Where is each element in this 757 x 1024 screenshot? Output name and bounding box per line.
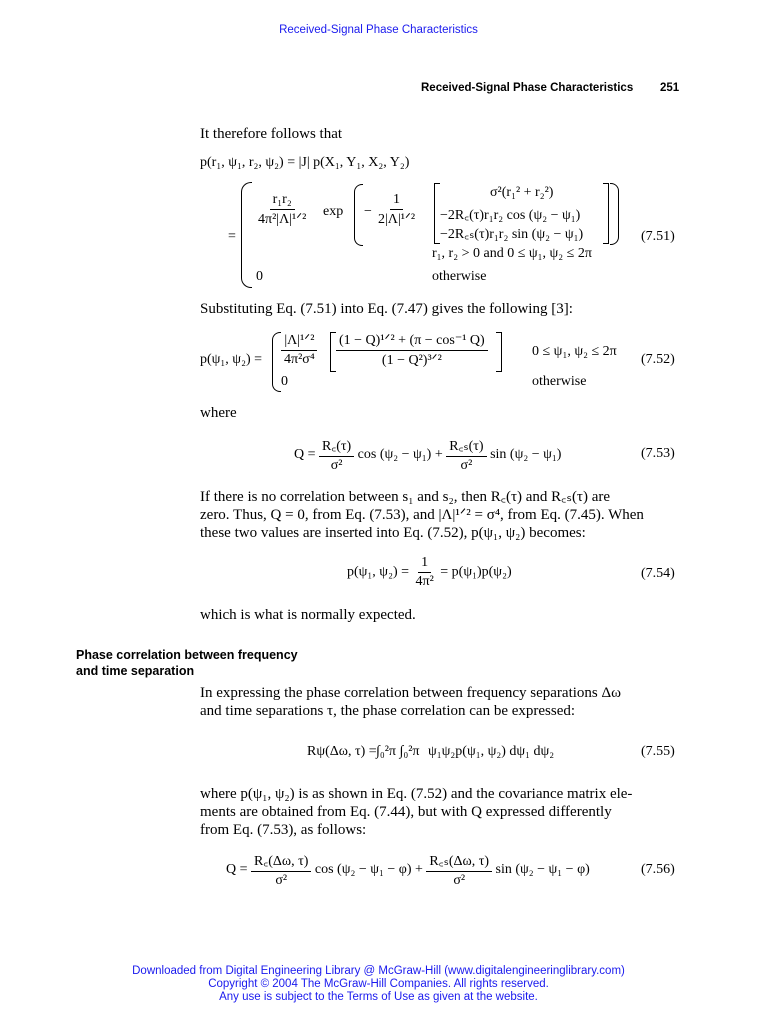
eq754: p(ψ₁, ψ₂) = $\frac{1}{\text{4π²}}$ = p(ψ₁)p(ψ₂) [347, 555, 512, 589]
eq751-right-bracket [603, 183, 609, 244]
eq751-inner-frac: $\frac{1}{\text{2|Λ|¹ᐟ²}}$ [378, 192, 416, 227]
eq751-right-curly [610, 183, 619, 245]
footer-download-link[interactable]: Downloaded from Digital Engineering Library @ McGraw-Hill (www.digitalengineeringlibrary.com) [132, 965, 625, 977]
eq755-lhs: Rψ(Δω, τ) = [307, 744, 377, 759]
eq752-right-bracket [496, 332, 502, 372]
paragraph-phase-corr-line2: and time separations τ, the phase correlation can be expressed: [200, 703, 576, 719]
paragraph-expected: which is what is normally expected. [200, 607, 416, 623]
eq755-integrals: ∫₀²π ∫₀²π [376, 744, 420, 759]
eq751-row1: σ²(r₁² + r₂²) [490, 185, 554, 200]
top-link[interactable]: Received-Signal Phase Characteristics [279, 24, 478, 36]
eq-number-7-51: (7.51) [641, 229, 675, 244]
eq751-left-curly [354, 184, 363, 246]
footer-terms-link[interactable]: Any use is subject to the Terms of Use as given at the website. [219, 991, 538, 1003]
eq751-prefactor: $\frac{\text{r₁r₂}}{\text{4π²|Λ|¹ᐟ²}}$ [258, 192, 307, 227]
eq751-exp: exp [323, 204, 344, 219]
footer-copyright: Copyright © 2004 The McGraw-Hill Companies. All rights reserved. [208, 978, 549, 990]
eq-number-7-52: (7.52) [641, 352, 675, 367]
eq-number-7-53: (7.53) [641, 446, 675, 461]
eq751-otherwise: otherwise [432, 269, 487, 284]
running-header-title: Received-Signal Phase Characteristics [421, 82, 634, 94]
paragraph-no-correlation-line1: If there is no correlation between s₁ and s₂, then R꜀(τ) and R꜀ₛ(τ) are [200, 489, 611, 505]
eq751-zero: 0 [256, 269, 263, 284]
paragraph-covariance-line2: ments are obtained from Eq. (7.44), but with Q expressed differently [200, 804, 612, 820]
eq-number-7-54: (7.54) [641, 566, 675, 581]
eq751-equals: = [228, 229, 236, 244]
eq752-lhs: p(ψ₁, ψ₂) = [200, 352, 263, 367]
paragraph-phase-corr-line1: In expressing the phase correlation between frequency separations Δω [200, 685, 622, 701]
eq751-row2: −2R꜀(τ)r₁r₂ cos (ψ₂ − ψ₁) [440, 208, 581, 223]
eq756: Q = $\frac{R꜀(\Delta\omega, \tau)}{\text{σ²}}$ cos (ψ₂ − ψ₁ − φ) + $\frac{\text{R꜀ₛ(Δω, τ)}}{\text{σ²}}$ sin (ψ₂ − ψ₁ − φ) [226, 851, 590, 889]
eq752-frac2: $\frac{\text{(1 − Q)¹ᐟ² + (π − cos⁻¹ Q)}}{\text{(1 − Q²)³ᐟ²}}$ [336, 332, 488, 369]
eq751-brace [241, 182, 252, 288]
paragraph-substituting: Substituting Eq. (7.51) into Eq. (7.47) gives the following [3]: [200, 301, 573, 317]
paragraph-no-correlation-line2: zero. Thus, Q = 0, from Eq. (7.53), and |Λ|¹ᐟ² = σ⁴, from Eq. (7.45). When [200, 507, 644, 523]
word-where: where [200, 405, 237, 421]
eq-number-7-55: (7.55) [641, 744, 675, 759]
paragraph-no-correlation-line3: these two values are inserted into Eq. (7.52), p(ψ₁, ψ₂) becomes: [200, 525, 586, 541]
paragraph-intro: It therefore follows that [200, 126, 343, 142]
eq751-condition: r₁, r₂ > 0 and 0 ≤ ψ₁, ψ₂ ≤ 2π [432, 246, 592, 261]
eq751-minus: − [364, 204, 372, 219]
equation-joint-pdf: p(r₁, ψ₁, r₂, ψ₂) = |J| p(X₁, Y₁, X₂, Y₂) [200, 155, 410, 170]
page-number: 251 [660, 82, 680, 94]
paragraph-covariance-line1: where p(ψ₁, ψ₂) is as shown in Eq. (7.52) and the covariance matrix ele- [200, 786, 633, 802]
side-heading-line1: Phase correlation between frequency [76, 648, 298, 662]
eq753: Q = $\frac{R꜀(\tau)}{\text{σ²}}$ cos (ψ₂ − ψ₁) + $\frac{\text{R꜀ₛ(τ)}}{\text{σ²}}$ sin (ψ₂ − ψ₁) [294, 436, 561, 474]
paragraph-covariance-line3: from Eq. (7.53), as follows: [200, 822, 367, 838]
eq-number-7-56: (7.56) [641, 862, 675, 877]
eq752-otherwise: otherwise [532, 374, 587, 389]
eq755-rhs: ψ₁ψ₂p(ψ₁, ψ₂) dψ₁ dψ₂ [428, 744, 555, 759]
eq752-condition: 0 ≤ ψ₁, ψ₂ ≤ 2π [532, 344, 617, 359]
eq751-row3: −2R꜀ₛ(τ)r₁r₂ sin (ψ₂ − ψ₁) [440, 227, 584, 242]
eq752-frac1: $\frac{\text{|Λ|¹ᐟ²}}{\text{4π²σ⁴}}$ [281, 332, 318, 368]
side-heading-line2: and time separation [76, 664, 195, 678]
eq752-brace [272, 332, 281, 392]
eq752-zero: 0 [281, 374, 288, 389]
